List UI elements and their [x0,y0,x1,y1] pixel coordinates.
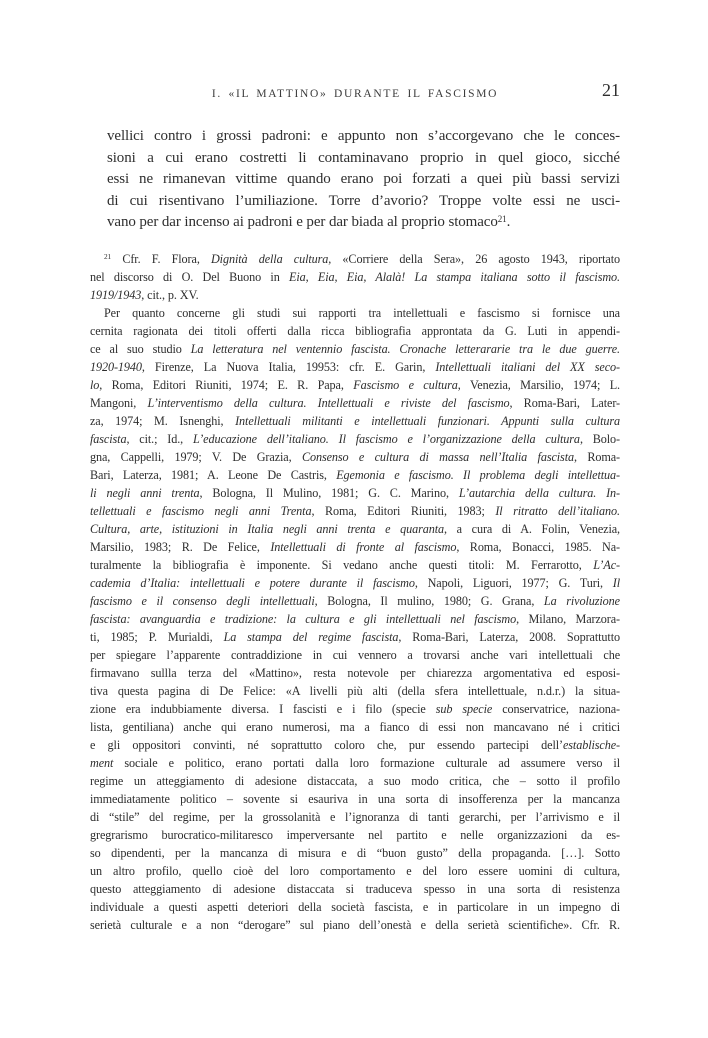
text-line: so dipendenti, per la mancanza di misura e di “buon gusto” della propaganda. […]. Sotto [90,846,620,860]
text-line: tellettuali e fascismo negli anni Trenta, Roma, Editori Riuniti, 1983; Il ritratto dell’italiano. [90,504,620,518]
text-line: ment sociale e politico, erano portati dalla loro formazione culturale ad assumere verso il [90,756,620,770]
text-line: Marsilio, 1983; R. De Felice, Intellettuali di fronte al fascismo, Roma, Bonacci, 1985. Na- [90,540,621,554]
text-line: Per quanto concerne gli studi sui rapporti tra intellettuali e fascismo si fornisce una [104,306,620,320]
text-line: $^{21}$ Cfr. F. Flora, Dignità della cultura, «Corriere della Sera», 26 agosto 1943, riportato [104,252,620,266]
text-line: e gli oppositori convinti, né soprattutto coloro che, pur essendo partecipi dell’establische- [90,738,620,752]
text-line: 1920-1940, Firenze, La Nuova Italia, 19953: cfr. E. Garin, Intellettuali italiani del XX seco- [90,360,620,374]
text-line: Bari, Laterza, 1981; A. Leone De Castris, Egemonia e fascismo. Il problema degli intellettua- [90,468,621,482]
text-line: questo atteggiamento di adesione distaccata si traduceva spesso in una sorta di resistenza [90,882,620,896]
text-line: za, 1974; M. Isnenghi, Intellettuali militanti e intellettuali funzionari. Appunti sulla cultura [90,414,620,428]
footnote-paragraph-2 [90,304,620,934]
text-line: ce al suo studio La letteratura nel ventennio fascista. Cronache letterararie tra le due guerre. [90,342,620,356]
text-line: fascista: avanguardia e tradizione: la cultura e gli intellettuali nel fascismo, Milano, Marzora- [90,612,620,626]
text-line: fascismo e il consenso degli intellettuali, Bologna, Il mulino, 1980; G. Grana, La rivoluzione [90,594,620,608]
page-number: 21 [602,80,620,100]
footnote-21 [90,250,620,934]
text-line: gna, Cappelli, 1979; V. De Grazia, Consenso e cultura di massa nell’Italia fascista, Roma- [90,450,620,464]
text-line: lista, gentiliana) anche qui erano numerosi, ma a fianco di essi non mancavano né i critici [90,720,620,734]
text-line: serietà culturale e a non “derogare” sul piano dell’onestà e della serietà scientifiche». Cfr. R. [90,918,620,932]
text-line: fascista, cit.; Id., L’educazione dell’italiano. Il fascismo e l’organizzazione della cultura, Bolo- [90,432,621,446]
text-line: li negli anni trenta, Bologna, Il Mulino, 1981; G. C. Marino, L’autarchia della cultura. In- [90,486,620,500]
text-line: vano per dar incenso ai padroni e per dar biada al proprio stomaco$^{21}$. [107,213,511,230]
text-line: vellici contro i grossi padroni: e appunto non s’accorgevano che le conces- [107,128,620,144]
text-line: regime un atteggiamento di adesione distaccata, a suo modo critica, che – sotto il profilo [90,774,620,788]
text-line: firmavano sullla terza del «Mattino», resta notevole per chiarezza argomentativa ed esposi- [90,666,620,680]
text-line: per spiegare l’apparente contraddizione in cui vennero a trovarsi anche vari intellettuali che [90,648,620,662]
text-line: zione era indubbiamente diversa. I fascisti e i filo (specie sub specie conservatrice, naziona- [90,702,620,716]
text-line: turalmente la bibliografia è imponente. Si vedano anche questi titoli: M. Ferrarotto, L’Ac- [90,558,620,572]
running-header [90,80,620,102]
text-line: ti, 1985; P. Murialdi, La stampa del regime fascista, Roma-Bari, Laterza, 2008. Soprattutto [90,630,620,644]
text-line: cademia d’Italia: intellettuali e potere durante il fascismo, Napoli, Liguori, 1977; G. Turi, Il [90,576,620,590]
text-line: cernita ragionata dei titoli offerti dalla ricca bibliografia approntata da G. Luti in appendi- [90,324,620,338]
text-line: 1919/1943, cit., p. XV. [90,288,199,302]
chapter-title: I. «IL MATTINO» DURANTE IL FASCISMO [211,88,499,100]
text-line: essi ne rimanevan vittime quando erano poi forzati a quei più bassi servizi [107,171,620,187]
text-line: Mangoni, L’interventismo della cultura. Intellettuali e riviste del fascismo, Roma-Bari, Later- [90,396,621,410]
text-line: di “stile” del regime, per la grossolanità e l’ignoranza di tanti gerarchi, per l’arrivismo e il [90,810,620,824]
text-line: immediatamente politico – sovente si esauriva in una sorta di insofferenza per la mancanza [90,792,620,806]
text-line: lo, Roma, Editori Riuniti, 1974; E. R. Papa, Fascismo e cultura, Venezia, Marsilio, 1974; L. [90,378,620,392]
text-line: Cultura, arte, istituzioni in Italia negli anni trenta e quaranta, a cura di A. Folin, Venezia, [90,522,621,536]
text-line: un altro profilo, quello cioè del loro comportamento e del loro essere uomini di cultura, [90,864,620,878]
text-line: tiva questa pagina di De Felice: «A livelli più alti (della sfera intellettuale, n.d.r.) la situa- [90,684,620,698]
block-quote [107,126,620,234]
text-line: di cui risentivano l’umiliazione. Torre d’avorio? Troppe volte essi ne usci- [107,192,620,209]
text-line: gregrarismo burocratico-militaresco imperversante nel partito e nelle organizzazioni da es- [90,828,620,842]
text-line: sioni a cui erano costretti li contaminavano proprio in quel gioco, sicché [107,149,620,166]
text-line: individuale a questi aspetti deteriori della società fascista, e in particolare in un impegno di [90,900,620,914]
text-line: nel discorso di O. Del Buono in Eia, Eia, Eia, Alalà! La stampa italiana sotto il fascismo. [90,270,620,284]
footnote-paragraph-1 [90,250,620,304]
